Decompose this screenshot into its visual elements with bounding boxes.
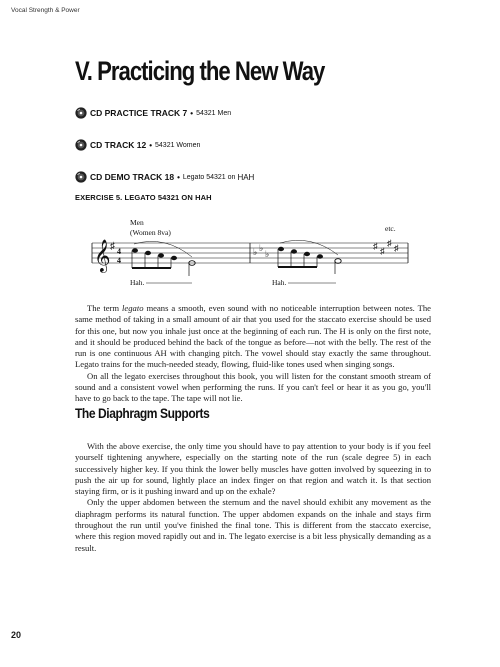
running-head: Vocal Strength & Power: [11, 7, 80, 14]
paragraph: With the above exercise, the only time you should have to pay attention to your body is if you feel yourself tightening anywhere, especially on the starting note of the run (scale degree 5) in each successively higher key. If you think the lower belly muscles have gotten involved by squeezing in to push the air up for sound, lightly place an index finger on that region and watch it. Is that section staying firm, or is it pushing inward and up on the exhale?: [75, 441, 431, 497]
cd-track-line: [75, 106, 231, 120]
chapter-title: V. Practicing the New Way: [75, 56, 325, 86]
cd-track-description: 54321 Men: [196, 109, 232, 117]
cd-track-description: 54321 Women: [155, 141, 201, 149]
syllable-lyric: Hah.: [130, 278, 145, 287]
cd-track-title: CD TRACK 12: [90, 140, 147, 150]
page-number: 20: [11, 630, 22, 640]
time-signature-bottom: 4: [117, 256, 121, 265]
cd-track-line: [75, 170, 254, 184]
paragraph: On all the legato exercises throughout this book, you will listen for the constant smooth stream of sound and a consistent vowel when performing the runs. If you can't feel or hear it as you go, you'll have to go back to the tape. The tape will not lie.: [75, 370, 431, 404]
cd-icon: [75, 139, 87, 151]
paragraph: The term legato means a smooth, even sound with no noticeable interruption between notes. The same method of taking in a small amount of air that you used for the staccato exercise should be used for this one, but now you inhale just once at the beginning of each run. The H is only on the first note, and it should be produced behind the back of the tongue as before—not with the belly. The rest of the run is one continuous AH with changing pitch. The vowel should stay exactly the same throughout. Legato trains for the much-needed steady, flowing, fluid-like tones used when singing songs.: [75, 303, 432, 370]
sharp-sign: ♯: [373, 241, 378, 251]
bullet-separator: •: [149, 140, 153, 150]
cd-icon: [75, 171, 87, 183]
flat-sign: ♭: [259, 243, 264, 253]
cd-track-title: CD DEMO TRACK 18: [90, 172, 175, 182]
sharp-sign: ♯: [394, 243, 399, 253]
key-signature-sharp: ♯: [110, 241, 115, 252]
etc-label: etc.: [385, 224, 396, 233]
flat-sign: ♭: [265, 249, 270, 259]
paragraph: Only the upper abdomen between the sternum and the navel should exhibit any movement as the diaphragm performs its natural function. The upper abdomen expands on the inhale and stays firm throughout the run until you've finished the final tone. This is different from the staccato exercise, where this region moved rapidly out and in. The legato exercise is a bit less physically demanding as a result.: [75, 497, 431, 553]
note-run: [278, 240, 341, 274]
bullet-separator: •: [177, 172, 180, 182]
bullet-separator: •: [190, 108, 194, 118]
treble-clef: 𝄞: [94, 241, 111, 272]
sharp-sign: ♯: [380, 246, 385, 256]
time-signature-top: 4: [117, 247, 121, 256]
voice-label-women: (Women 8va): [130, 228, 171, 237]
cd-track-title: CD PRACTICE TRACK 7: [90, 108, 188, 118]
cd-track-description: Legato 54321 on: [182, 173, 236, 181]
emphasis-term: legato: [122, 303, 144, 313]
exercise-title: EXERCISE 5. LEGATO 54321 ON HAH: [75, 193, 212, 202]
body-paragraphs: [75, 441, 431, 554]
flat-sign: ♭: [253, 247, 258, 257]
section-heading: The Diaphragm Supports: [75, 405, 210, 421]
body-paragraphs: [75, 303, 431, 405]
note-run: [132, 241, 195, 276]
music-notation: [90, 213, 410, 288]
voice-label-men: Men: [130, 218, 144, 227]
sharp-sign: ♯: [387, 238, 392, 248]
syllable-lyric: Hah.: [272, 278, 287, 287]
cd-track-line: [75, 138, 200, 152]
cd-track-description-tail: HAH: [237, 172, 255, 182]
cd-icon: [75, 107, 87, 119]
